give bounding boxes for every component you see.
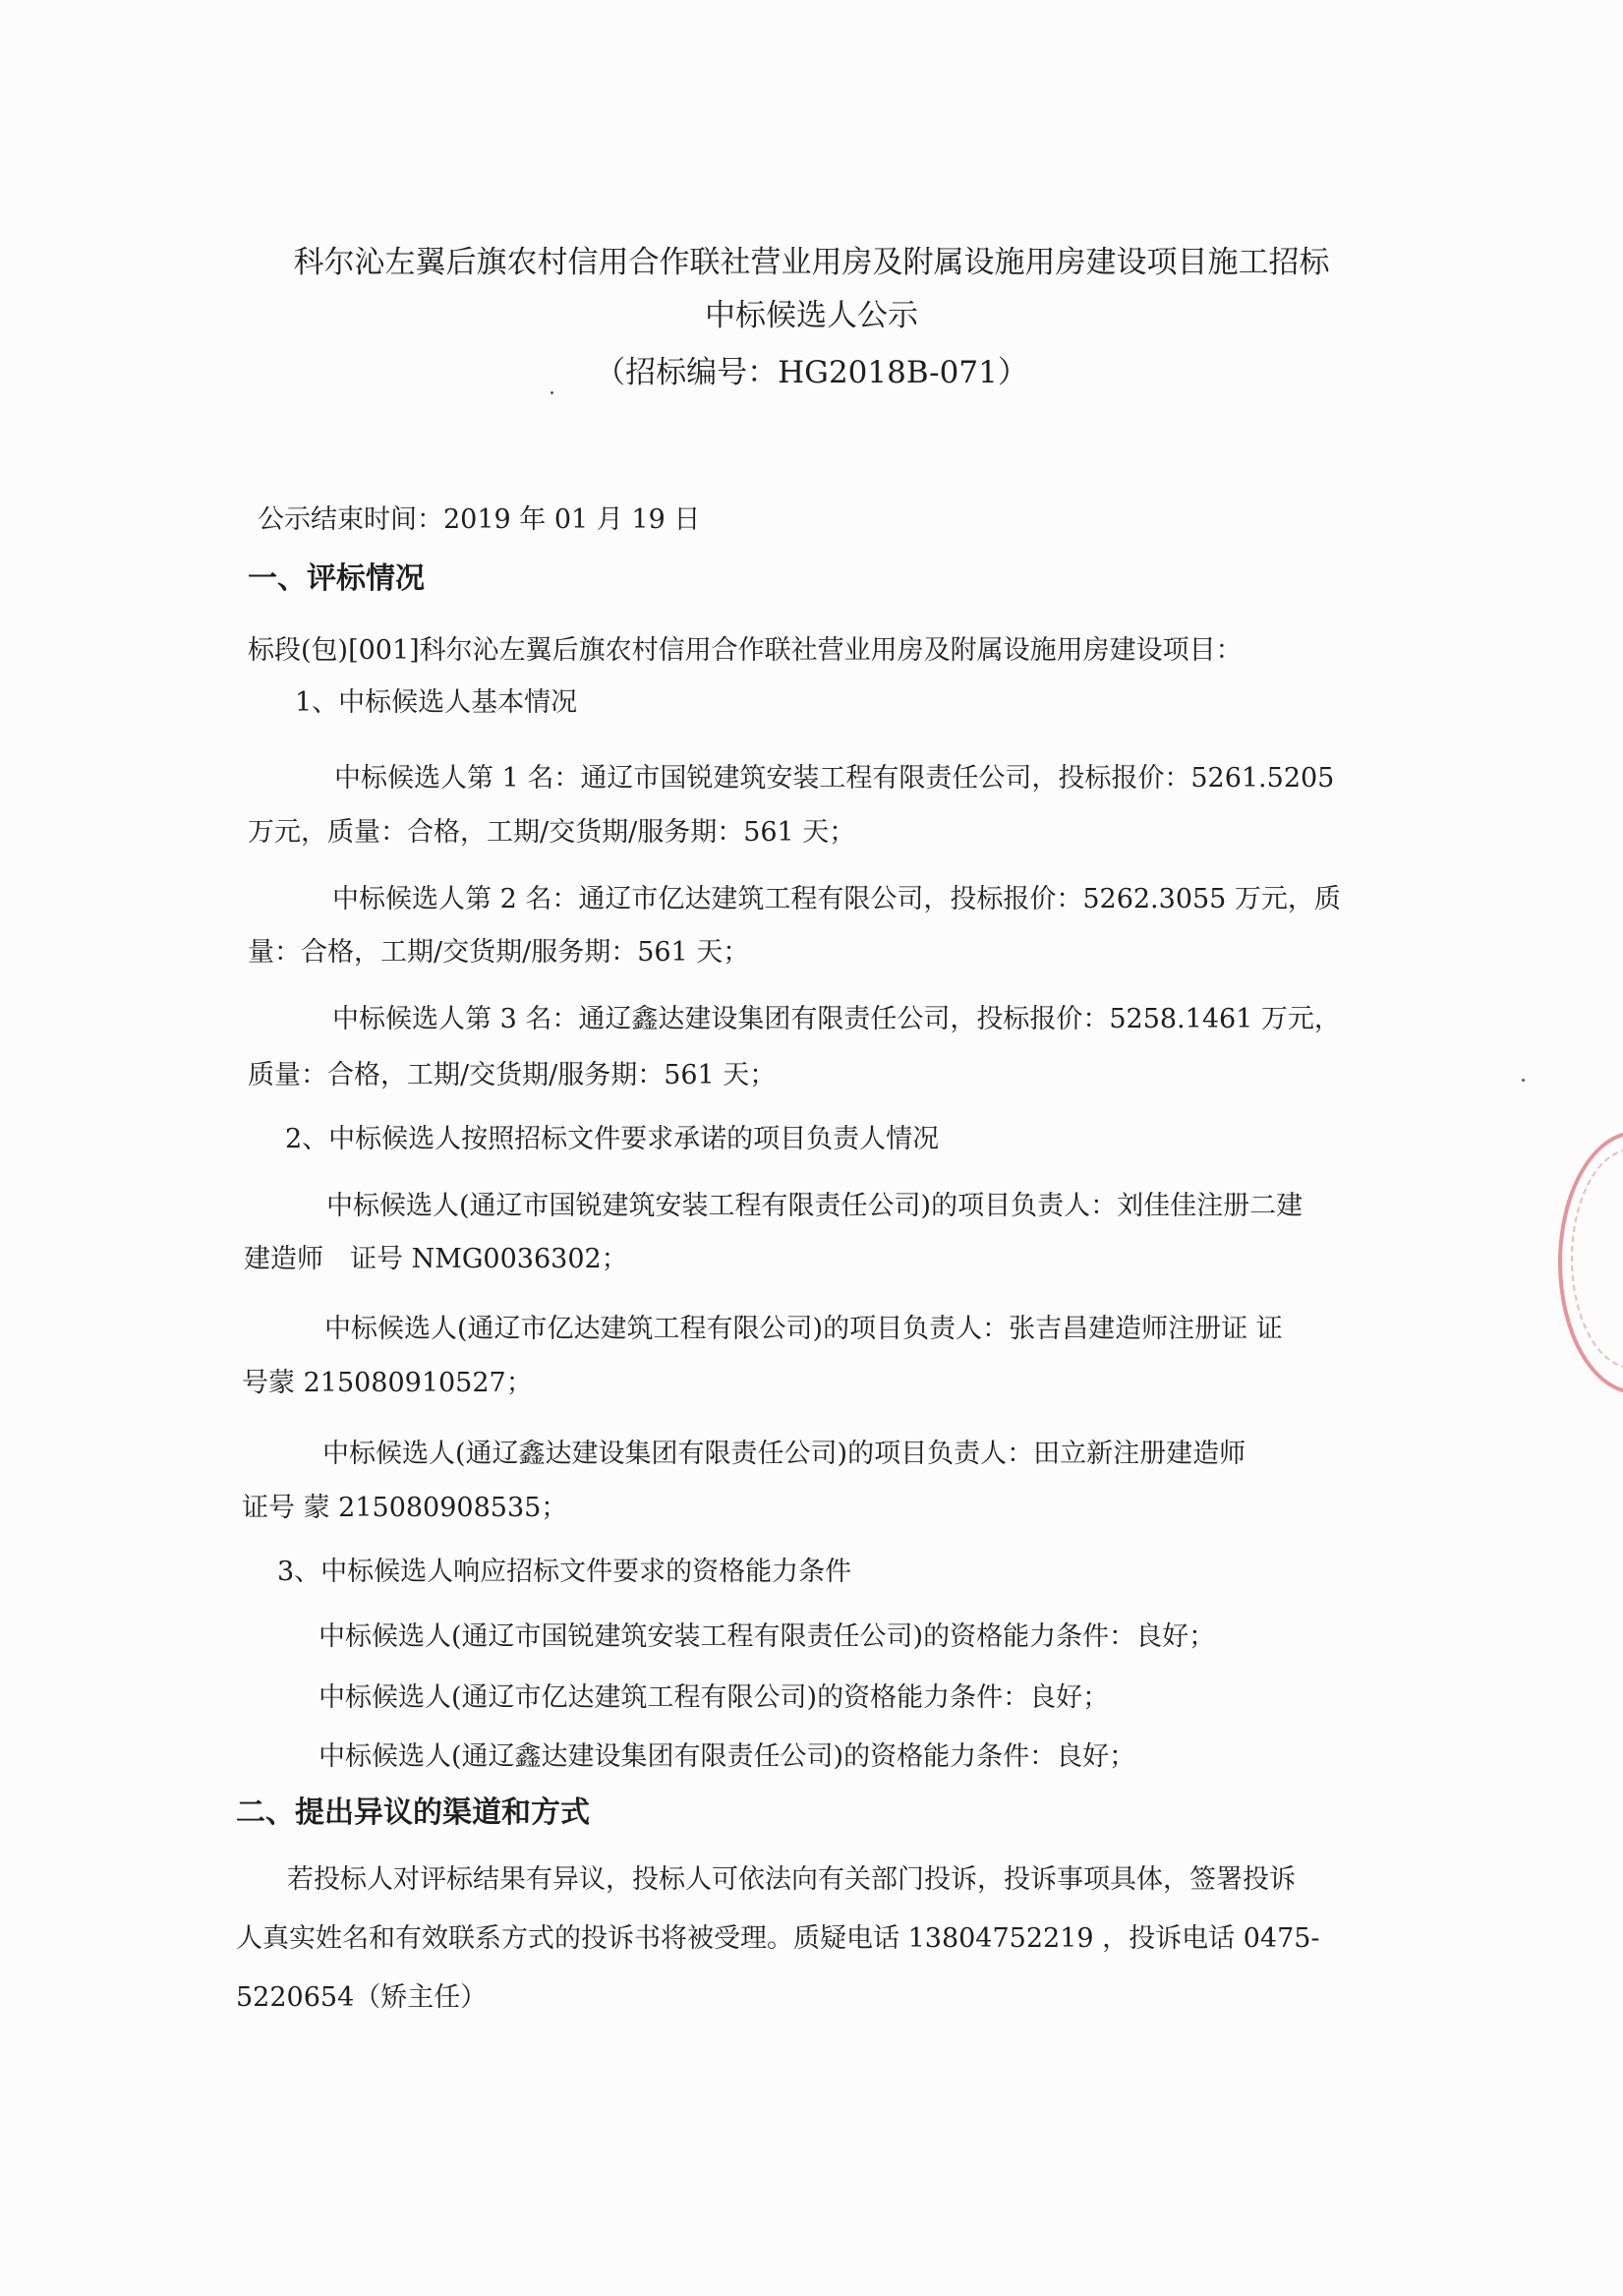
qualification2: 中标候选人(通辽市亿达建筑工程有限公司)的资格能力条件：良好；: [319, 1682, 1110, 1713]
objection-line2: 人真实姓名和有效联系方式的投诉书将被受理。质疑电话 13804752219 ，投诉电话 0475-: [236, 1923, 1320, 1954]
doc-title-line2: 中标候选人公示: [705, 298, 918, 333]
section1-heading: 一、评标情况: [248, 561, 425, 596]
sub2-heading: 2、中标候选人按照招标文件要求承诺的项目负责人情况: [285, 1124, 940, 1154]
candidate3-line1: 中标候选人第 3 名：通辽鑫达建设集团有限责任公司，投标报价：5258.1461 万元，: [332, 1004, 1341, 1034]
doc-title-line3: （招标编号：HG2018B-071）: [595, 355, 1028, 390]
publish-end-date: 公示结束时间：2019 年 01 月 19 日: [258, 504, 701, 535]
qualification3: 中标候选人(通辽鑫达建设集团有限责任公司)的资格能力条件：良好；: [319, 1741, 1136, 1772]
candidate1-line1: 中标候选人第 1 名：通辽市国锐建筑安装工程有限责任公司，投标报价：5261.5205: [334, 763, 1335, 794]
manager2-line2: 号蒙 215080910527；: [242, 1368, 533, 1398]
objection-line1: 若投标人对评标结果有异议，投标人可依法向有关部门投诉，投诉事项具体，签署投诉: [287, 1864, 1296, 1895]
candidate3-line2: 质量：合格，工期/交货期/服务期：561 天；: [248, 1060, 777, 1090]
sub3-heading: 3、中标候选人响应招标文件要求的资格能力条件: [277, 1557, 852, 1587]
objection-line3: 5220654（矫主任）: [236, 1982, 488, 2013]
manager3-line1: 中标候选人(通辽鑫达建设集团有限责任公司)的项目负责人：田立新注册建造师: [322, 1439, 1246, 1469]
candidate2-line2: 量：合格，工期/交货期/服务期：561 天；: [248, 937, 750, 968]
manager1-line1: 中标候选人(通辽市国锐建筑安装工程有限责任公司)的项目负责人：刘佳佳注册二建: [326, 1191, 1304, 1221]
scan-speck: [551, 391, 553, 394]
manager2-line1: 中标候选人(通辽市亿达建筑工程有限公司)的项目负责人：张吉昌建造师注册证 证: [324, 1314, 1283, 1344]
qualification1: 中标候选人(通辽市国锐建筑安装工程有限责任公司)的资格能力条件：良好；: [319, 1621, 1216, 1652]
section1-intro: 标段(包)[001]科尔沁左翼后旗农村信用合作联社营业用房及附属设施用房建设项目：: [248, 635, 1243, 666]
candidate2-line1: 中标候选人第 2 名：通辽市亿达建筑工程有限公司，投标报价：5262.3055 万元，质: [332, 884, 1341, 914]
sub1-heading: 1、中标候选人基本情况: [295, 687, 578, 718]
manager3-line2: 证号 蒙 215080908535；: [242, 1493, 568, 1523]
doc-title-line1: 科尔沁左翼后旗农村信用合作联社营业用房及附属设施用房建设项目施工招标: [293, 245, 1330, 280]
scan-speck: [1522, 1079, 1525, 1082]
manager1-line2: 建造师 证号 NMG0036302；: [244, 1244, 628, 1274]
section2-heading: 二、提出异议的渠道和方式: [236, 1796, 590, 1830]
candidate1-line2: 万元，质量：合格，工期/交货期/服务期：561 天；: [248, 817, 856, 848]
